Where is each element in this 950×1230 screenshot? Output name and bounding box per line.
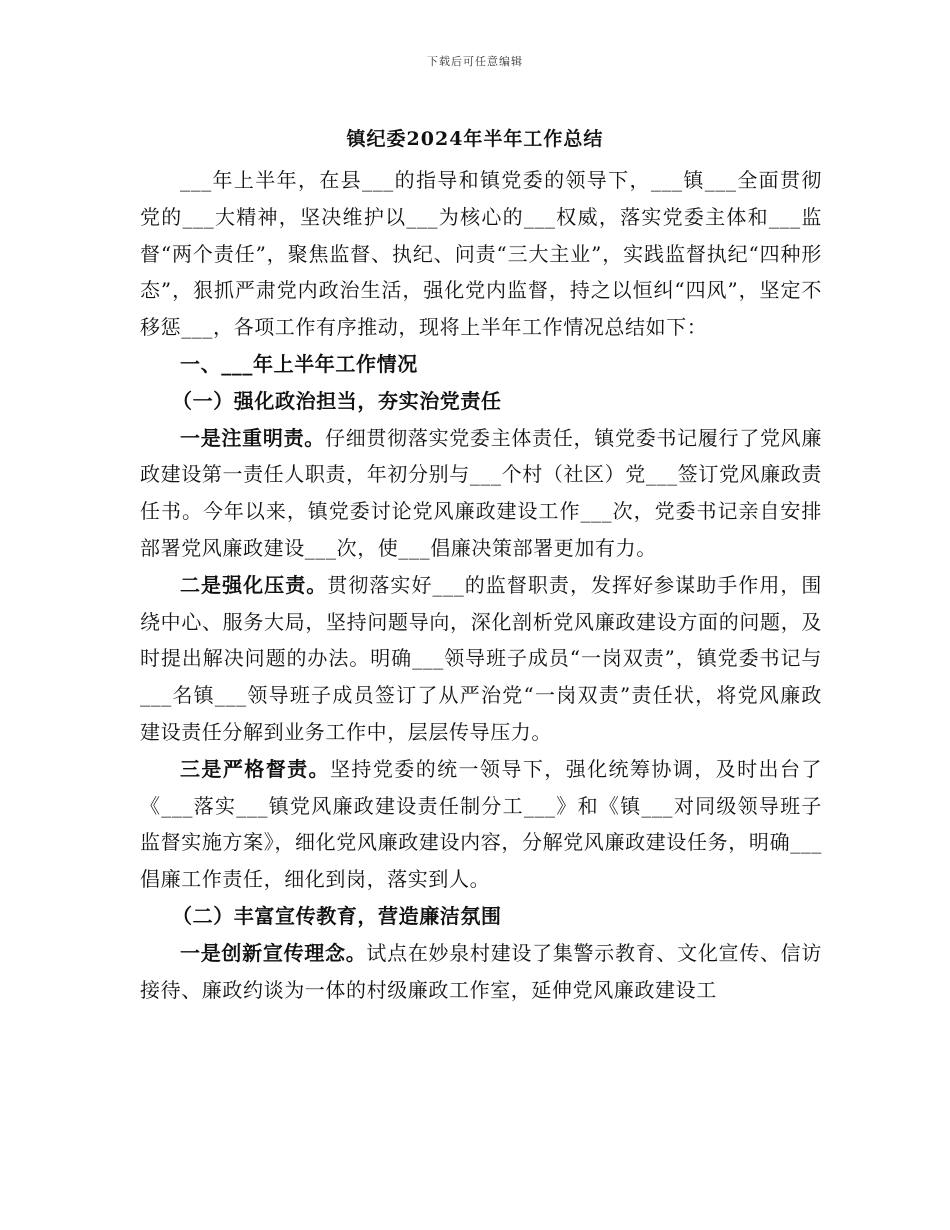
paragraph-2 <box>140 567 822 751</box>
paragraph-3 <box>140 751 822 898</box>
intro-paragraph: ___年上半年，在县___的指导和镇党委的领导下，___镇___全面贯彻党的___大精神，坚决维护以___为核心的___权威，落实党委主体和___监督“两个责任”，聚焦监督、执纪、问责“三大主业”，实践监督执纪“四种形态”，狠抓严肃党内政治生活，强化党内监督，持之以恒纠“四风”，坚定不移惩___，各项工作有序推动，现将上半年工作情况总结如下： <box>140 168 822 340</box>
paragraph-4-lead: 一是创新宣传理念。 <box>180 940 367 965</box>
paragraph-1-body: 仔细贯彻落实党委主体责任，镇党委书记履行了党风廉政建设第一责任人职责，年初分别与___个村（社区）党___签订党风廉政责任书。今年以来，镇党委讨论党风廉政建设工作___次，党委书记亲自安排部署党风廉政建设___次，使___倡廉决策部署更加有力。 <box>140 425 822 560</box>
page-header-note: 下载后可任意编辑 <box>427 55 523 68</box>
sub-heading-2: （二）丰富宣传教育，营造廉洁氛围 <box>172 903 502 928</box>
paragraph-3-lead: 三是严格督责。 <box>180 756 330 781</box>
paragraph-2-body: 贯彻落实好___的监督职责，发挥好参谋助手作用，围绕中心、服务大局，坚持问题导向，深化剖析党风廉政建设方面的问题，及时提出解决问题的办法。明确___领导班子成员“一岗双责”，镇党委书记与___名镇___领导班子成员签订了从严治党“一岗双责”责任状，将党风廉政建设责任分解到业务工作中，层层传导压力。 <box>140 572 823 744</box>
document-title: 镇纪委2024年半年工作总结 <box>346 128 604 150</box>
paragraph-1 <box>140 420 822 567</box>
section-heading-1: 一、___年上半年工作情况 <box>180 351 418 376</box>
paragraph-1-lead: 一是注重明责。 <box>180 425 325 450</box>
paragraph-2-lead: 二是强化压责。 <box>180 572 328 597</box>
paragraph-3-body: 坚持党委的统一领导下，强化统筹协调，及时出台了《___落实___镇党风廉政建设责任制分工___》和《镇___对同级领导班子监督实施方案》，细化党风廉政建设内容，分解党风廉政建设任务，明确___倡廉工作责任，细化到岗，落实到人。 <box>140 756 822 892</box>
document-body <box>140 162 822 1008</box>
paragraph-4-body: 试点在妙泉村建设了集警示教育、文化宣传、信访接待、廉政约谈为一体的村级廉政工作室，延伸党风廉政建设工 <box>140 940 822 1002</box>
sub-heading-1: （一）强化政治担当，夯实治党责任 <box>172 388 502 413</box>
paragraph-4 <box>140 935 822 1009</box>
